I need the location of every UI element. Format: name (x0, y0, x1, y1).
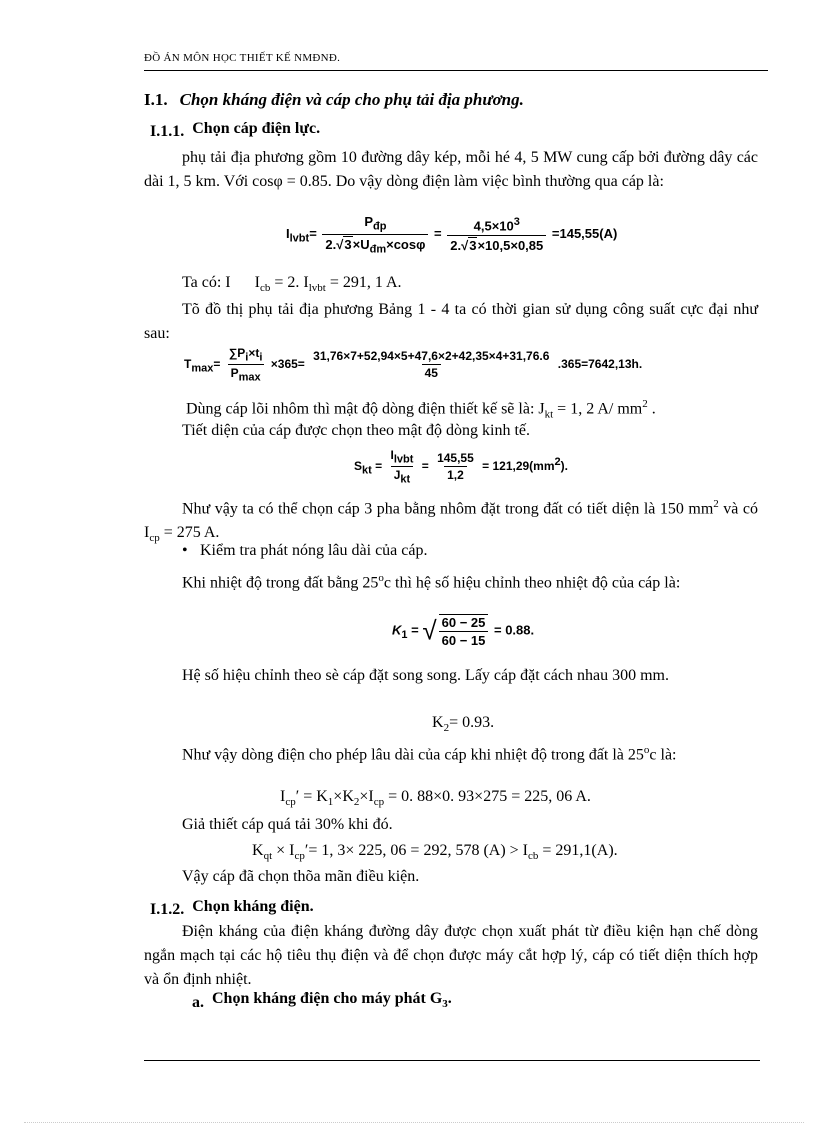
line-conclusion: Vậy cáp đã chọn thõa mãn điều kiện. (182, 868, 420, 885)
equation-skt: $S_{kt}$ = $\frac{I_{lvbt}}{J_{kt}}$ = $\frac{145,55}{1,2}$ = $121,29(mm^2)$. (354, 448, 568, 486)
page-header: ĐỒ ÁN MÔN HỌC THIẾT KẾ NMĐNĐ. (144, 52, 341, 64)
subsection-heading-1 (150, 120, 320, 138)
section-number: I.1. (144, 90, 168, 109)
footer-rule (144, 1060, 760, 1061)
subsubsection-heading: a. Chọn kháng điện cho máy phát $G_3$. (192, 990, 452, 1011)
subsection-heading-2: I.1.2. Chọn kháng điện. (150, 898, 314, 918)
paragraph (144, 146, 758, 194)
subsection-title: Chọn cáp điện lực. (192, 120, 321, 137)
paragraph: Như vậy dòng điện cho phép lâu dài của cáp khi nhiệt độ trong đất là 25$^o$c là: (182, 744, 677, 764)
paragraph-text: phụ tải địa phương gồm 10 đường dây kép, mỗi hé 4, 5 MW cung cấp bởi đường dây các dài 1, 5 km. Với cosφ = 0.85. Do vậy dòng điện làm việc bình thường qua cáp là: (144, 149, 758, 190)
section-title: Chọn kháng điện và cáp cho phụ tải địa phương. (179, 90, 524, 109)
subsection-number: I.1.1. (150, 123, 185, 140)
section-heading (144, 90, 524, 110)
paragraph: Như vậy ta có thể chọn cáp 3 pha bằng nhôm đặt trong đất có tiết diện là 150 $mm^2$ và có $I_{cp} = 275$ A. (144, 498, 758, 545)
equation-k1: $K_1$ = √ $\frac{60 - 25}{60 - 15}$ = 0.88. (392, 615, 535, 648)
paragraph-text: Tõ đồ thị phụ tải địa phương Bảng 1 - 4 ta có thời gian sử dụng công suất cực đại như sau: (144, 301, 758, 342)
equation-icp: $I_{cp}' = K_1\times K_2\times I_{cp} = 0$. 88×0. 93×275 = 225, 06 A. (280, 788, 591, 809)
line-overload: Giả thiết cáp quá tải 30% khi đó. (182, 816, 393, 833)
line-ta-co: Ta có: I $I_{cb} = 2$. $I_{lvbt} = 291$, 1 A. (182, 274, 402, 295)
paragraph: Hệ số hiệu chỉnh theo sè cáp đặt song song. Lấy cáp đặt cách nhau 300 mm. (182, 667, 669, 684)
header-rule (144, 70, 768, 71)
paragraph: Khi nhiệt độ trong đất bằng 25$^o$c thì hệ số hiệu chỉnh theo nhiệt độ của cáp là: (182, 572, 681, 592)
line-current-density: Dùng cáp lõi nhôm thì mật độ dòng điện thiết kế sẽ là: $J_{kt} = 1$, 2 A/ $mm^2$ . (186, 398, 656, 421)
bullet-icon: • (182, 542, 188, 559)
paragraph: Điện kháng của điện kháng đường dây được chọn xuất phát từ điều kiện hạn chế dòng ngắn mạch tại các hộ tiêu thụ điện và để chọn được máy cắt hợp lý, cáp có tiết diện thích hợp và ổn định nhiệt. (144, 923, 758, 988)
equation-lvbt: $I_{lvbt}=$ $\frac{P_{đp}}{2.√3\times U_{đm}\times\cos\varphi}$ = $\frac{4,5\times 10^3}{2.√3\times 10,5\times 0,85}$ =145,55(A) (286, 214, 618, 256)
bullet-item: • Kiểm tra phát nóng lâu dài của cáp. (182, 542, 428, 559)
equation-tmax: $T_{max}=$ $\frac{\sum P_i\times t_i}{P_{max}}$ ×365= $\frac{31,76\times 7+52,94\times 5+47,6\times 2+42,35\times 4+31,76.6}{45}$ .365=7642,13h. (184, 346, 643, 384)
line-cross-section: Tiết diện của cáp được chọn theo mật độ dòng kinh tế. (182, 422, 531, 439)
equation-kqt: $K_{qt} \times I_{cp}'= 1$, 3× 225, 06 = 292, 578 $(A) > I_{cb} = 291,1(A)$. (252, 842, 618, 863)
paragraph (144, 298, 758, 346)
equation-k2: $K_2= 0.93$. (432, 714, 495, 735)
